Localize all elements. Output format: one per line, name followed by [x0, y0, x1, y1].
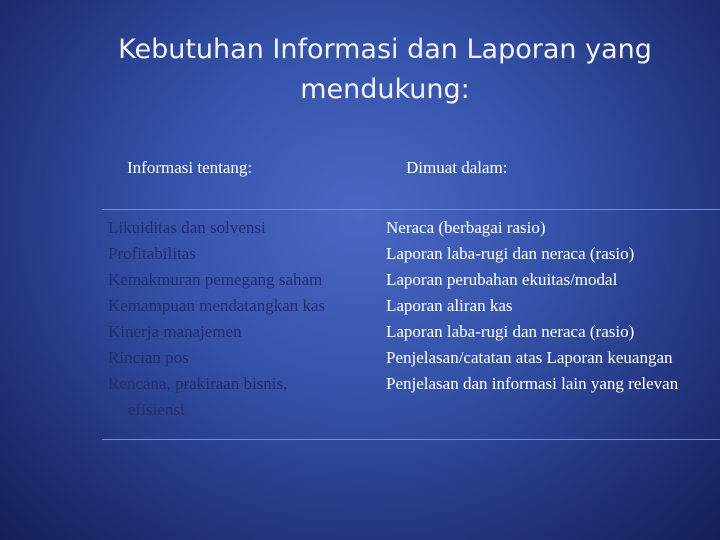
info-list	[108, 215, 378, 423]
list-item: Laporan perubahan ekuitas/modal	[386, 270, 618, 289]
list-item: Kemampuan mendatangkan kas	[108, 296, 326, 315]
list-item: Profitabilitas	[108, 244, 196, 263]
slide-title-line-2: mendukung:	[300, 74, 470, 105]
list-item: Likuiditas dan solvensi	[108, 218, 266, 237]
slide-title-line-1: Kebutuhan Informasi dan Laporan yang	[118, 34, 652, 65]
list-item: Penjelasan/catatan atas Laporan keuangan	[386, 348, 673, 367]
list-item-continuation: efisiensi	[128, 400, 185, 419]
column-header-info: Informasi tentang:	[127, 158, 253, 177]
list-item: Laporan laba-rugi dan neraca (rasio)	[386, 244, 635, 263]
column-header-report: Dimuat dalam:	[406, 158, 508, 177]
list-item: Laporan aliran kas	[386, 296, 513, 315]
table-top-rule	[102, 209, 720, 210]
list-item: Neraca (berbagai rasio)	[386, 218, 546, 237]
list-item: Kinerja manajemen	[108, 322, 242, 341]
list-item: Penjelasan dan informasi lain yang relevan	[386, 374, 679, 393]
table-bottom-rule	[102, 439, 720, 440]
list-item: Rincian pos	[108, 348, 189, 367]
slide-title	[30, 30, 720, 110]
list-item: Kemakmuran pemegang saham	[108, 270, 323, 289]
list-item: Rencana, prakiraan bisnis,	[108, 374, 288, 393]
list-item: Laporan laba-rugi dan neraca (rasio)	[386, 322, 635, 341]
report-list	[386, 215, 720, 397]
